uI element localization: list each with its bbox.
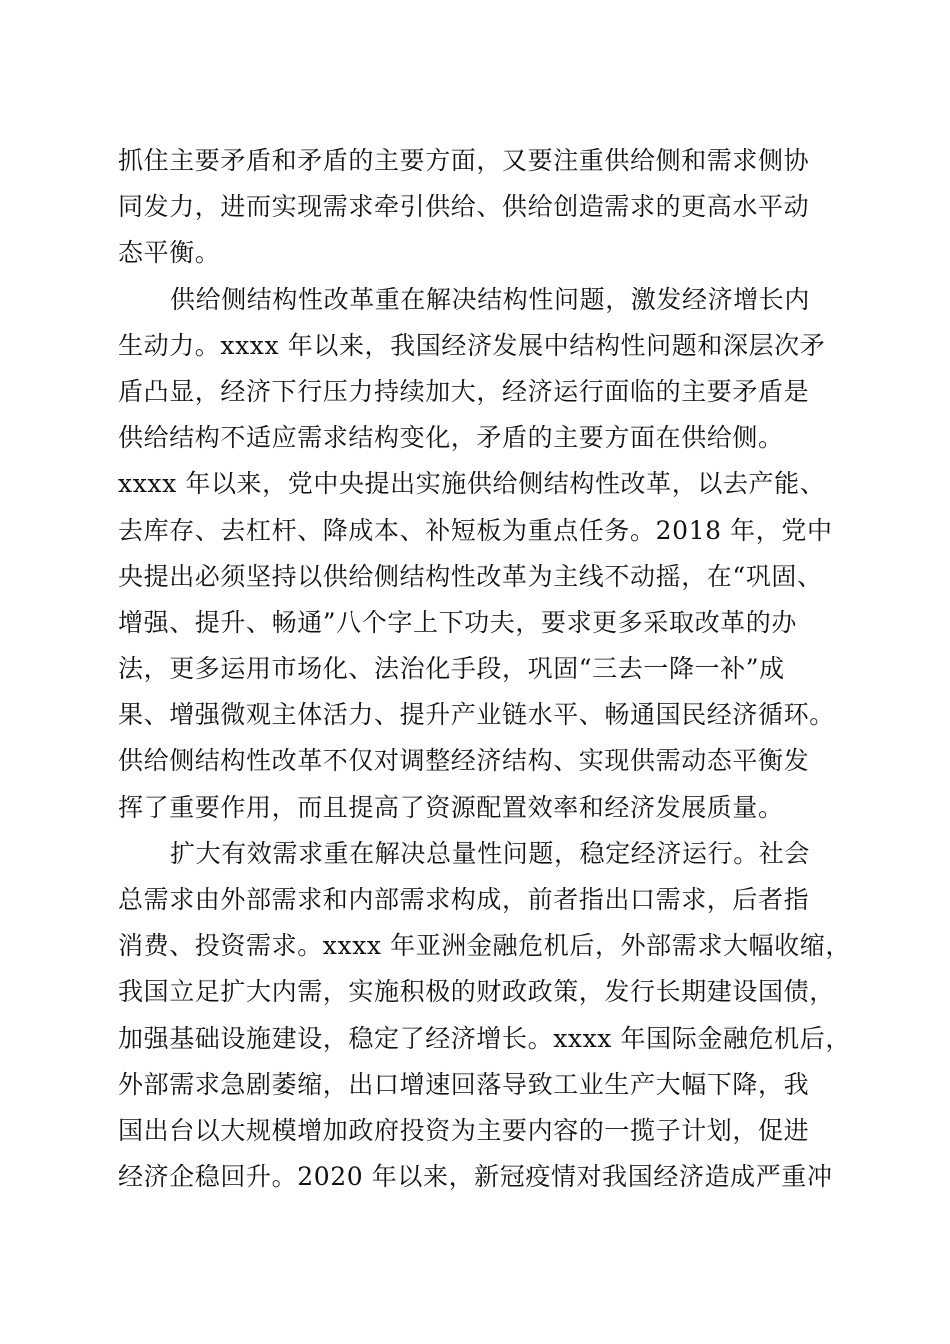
text-line: 去库存、去杠杆、降成本、补短板为重点任务。2018 年，党中: [118, 515, 833, 545]
text-line: 外部需求急剧萎缩，出口增速回落导致工业生产大幅下降，我: [118, 1069, 810, 1099]
text-line: 经济企稳回升。2020 年以来，新冠疫情对我国经济造成严重冲: [118, 1162, 833, 1192]
text-line: 加强基础设施建设，稳定了经济增长。xxxx 年国际金融危机后，: [118, 1023, 851, 1053]
text-line: 抓住主要矛盾和矛盾的主要方面，又要注重供给侧和需求侧协: [118, 146, 810, 175]
paragraph-first-line: 供给侧结构性改革重在解决结构性问题，激发经济增长内: [170, 284, 811, 314]
text-line: 态平衡。: [118, 238, 221, 268]
text-line: 消费、投资需求。xxxx 年亚洲金融危机后，外部需求大幅收缩，: [118, 931, 851, 961]
text-line: 果、增强微观主体活力、提升产业链水平、畅通国民经济循环。: [118, 700, 835, 730]
text-line: 我国立足扩大内需，实施积极的财政政策，发行长期建设国债，: [118, 977, 835, 1007]
text-line: 挥了重要作用，而且提高了资源配置效率和经济发展质量。: [118, 792, 784, 822]
text-line: xxxx 年以来，党中央提出实施供给侧结构性改革，以去产能、: [118, 469, 826, 499]
text-line: 央提出必须坚持以供给侧结构性改革为主线不动摇，在“巩固、: [118, 561, 823, 591]
text-line: 法，更多运用市场化、法治化手段，巩固“三去一降一补”成: [118, 654, 785, 684]
text-line: 国出台以大规模增加政府投资为主要内容的一揽子计划，促进: [118, 1115, 810, 1145]
text-line: 总需求由外部需求和内部需求构成，前者指出口需求，后者指: [118, 885, 810, 914]
text-line: 供给结构不适应需求结构变化，矛盾的主要方面在供给侧。: [118, 423, 784, 453]
text-line: 供给侧结构性改革不仅对调整经济结构、实现供需动态平衡发: [118, 746, 810, 776]
text-line: 盾凸显，经济下行压力持续加大，经济运行面临的主要矛盾是: [118, 376, 810, 406]
text-line: 增强、提升、畅通”八个字上下功夫，要求更多采取改革的办: [118, 607, 797, 637]
text-line: 同发力，进而实现需求牵引供给、供给创造需求的更高水平动: [118, 192, 810, 222]
body-text: [118, 138, 851, 1200]
paragraph-first-line: 扩大有效需求重在解决总量性问题，稳定经济运行。社会: [170, 838, 811, 868]
text-line: 生动力。xxxx 年以来，我国经济发展中结构性问题和深层次矛: [118, 330, 826, 360]
